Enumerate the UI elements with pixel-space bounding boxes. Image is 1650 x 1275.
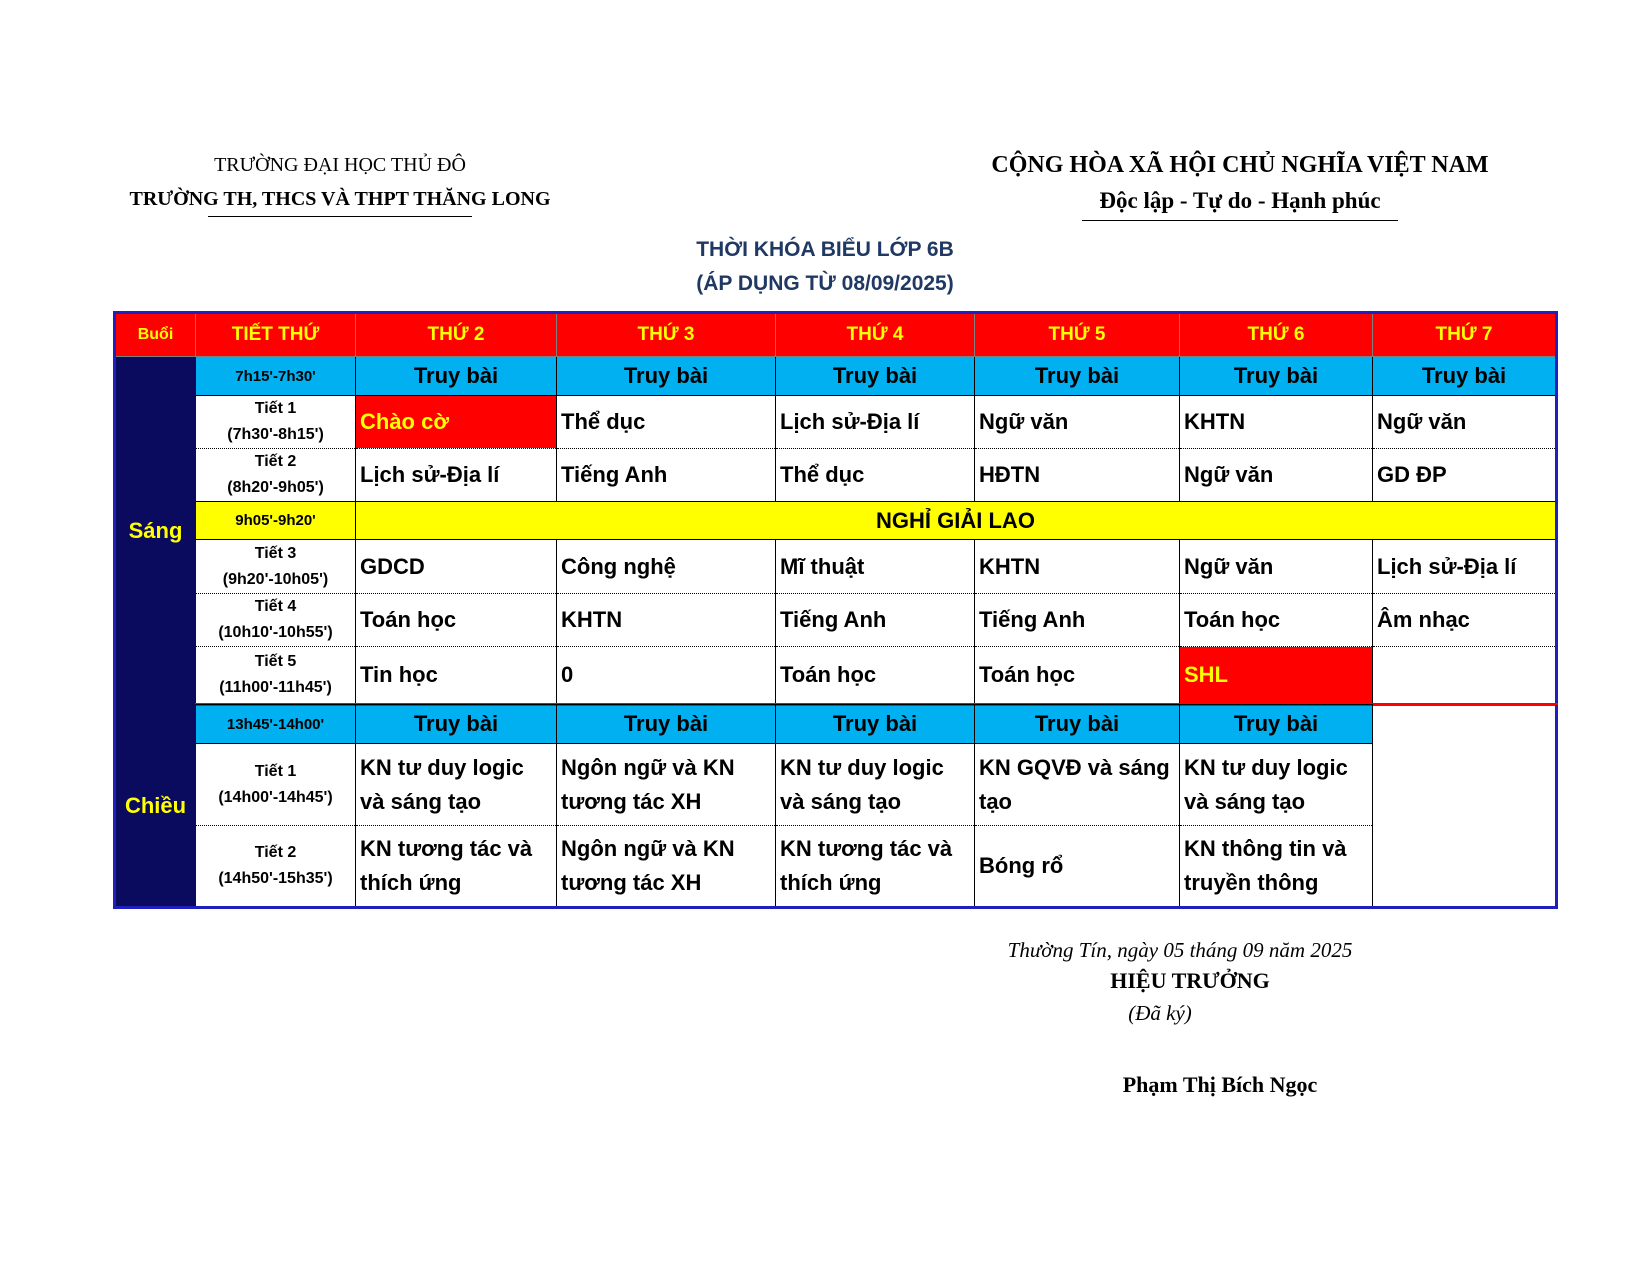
- subject-cell: 0: [557, 647, 776, 705]
- subject-cell: KHTN: [975, 540, 1180, 594]
- period-row: [115, 449, 1557, 502]
- timetable-title: THỜI KHÓA BIỂU LỚP 6B: [696, 238, 954, 261]
- truy-bai-cell: Truy bài: [356, 357, 557, 396]
- period-label: [196, 396, 356, 449]
- period-row: [115, 647, 1557, 705]
- period-time: (14h50'-15h35'): [218, 870, 333, 887]
- truy-bai-cell: Truy bài: [1180, 357, 1373, 396]
- col-header-fri: THỨ 6: [1180, 313, 1373, 357]
- truy-bai-cell: Truy bài: [557, 705, 776, 744]
- subject-cell: Tiếng Anh: [557, 449, 776, 502]
- truy-bai-cell: Truy bài: [776, 705, 975, 744]
- period-label: [196, 449, 356, 502]
- university-name: TRƯỜNG ĐẠI HỌC THỦ ĐÔ: [214, 154, 466, 176]
- session-afternoon: Chiều: [115, 705, 196, 908]
- subject-cell: Ngữ văn: [975, 396, 1180, 449]
- col-header-period: TIẾT THỨ: [196, 313, 356, 357]
- subject-cell: KHTN: [1180, 396, 1373, 449]
- subject-cell: Ngôn ngữ và KN tương tác XH: [557, 826, 776, 908]
- period-time: (10h10'-10h55'): [218, 624, 333, 641]
- period-label: [196, 826, 356, 908]
- period-label: [196, 540, 356, 594]
- morning-truy-bai-row: [115, 357, 1557, 396]
- subject-cell: KN thông tin và truyền thông: [1180, 826, 1373, 908]
- truy-bai-cell: Truy bài: [975, 357, 1180, 396]
- national-motto: Độc lập - Tự do - Hạnh phúc: [1099, 188, 1381, 213]
- period-time: (14h00'-14h45'): [218, 788, 333, 806]
- truy-bai-cell: Truy bài: [356, 705, 557, 744]
- subject-cell: Ngôn ngữ và KN tương tác XH: [557, 744, 776, 826]
- header-row: [115, 313, 1557, 357]
- period-time: (8h20'-9h05'): [227, 479, 324, 496]
- truy-bai-cell: Truy bài: [557, 357, 776, 396]
- period-label: [196, 647, 356, 705]
- empty-cell: [1373, 705, 1557, 908]
- subject-cell: Ngữ văn: [1180, 449, 1373, 502]
- subject-cell: Âm nhạc: [1373, 594, 1557, 647]
- subject-cell: Ngữ văn: [1180, 540, 1373, 594]
- col-header-session: Buổi: [115, 313, 196, 357]
- national-name: CỘNG HÒA XÃ HỘI CHỦ NGHĨA VIỆT NAM: [991, 152, 1489, 178]
- subject-cell: Tiếng Anh: [776, 594, 975, 647]
- col-header-mon: THỨ 2: [356, 313, 557, 357]
- subject-cell: KHTN: [557, 594, 776, 647]
- subject-cell: Chào cờ: [356, 396, 557, 449]
- period-number: Tiết 1: [254, 400, 297, 417]
- period-time: (11h00'-11h45'): [219, 679, 332, 696]
- session-morning: Sáng: [115, 357, 196, 705]
- principal-title: HIỆU TRƯỞNG: [1110, 968, 1270, 993]
- col-header-sat: THỨ 7: [1373, 313, 1557, 357]
- period-number: Tiết 2: [254, 844, 297, 861]
- period-row: [115, 540, 1557, 594]
- timetable-subtitle: (ÁP DỤNG TỪ 08/09/2025): [696, 272, 954, 295]
- subject-cell: KN tương tác và thích ứng: [776, 826, 975, 908]
- timetable: [113, 311, 1558, 909]
- col-header-thu: THỨ 5: [975, 313, 1180, 357]
- truy-bai-time: 13h45'-14h00': [196, 705, 356, 744]
- school-underline: [208, 216, 472, 217]
- subject-cell: Toán học: [975, 647, 1180, 705]
- subject-cell: Lịch sử-Địa lí: [776, 396, 975, 449]
- period-number: Tiết 5: [254, 653, 297, 670]
- subject-cell: Tiếng Anh: [975, 594, 1180, 647]
- subject-cell: Toán học: [1180, 594, 1373, 647]
- afternoon-truy-bai-row: [115, 705, 1557, 744]
- break-label: NGHỈ GIẢI LAO: [356, 502, 1557, 540]
- subject-cell: [1373, 647, 1557, 705]
- period-label: [196, 594, 356, 647]
- period-row: [115, 396, 1557, 449]
- col-header-wed: THỨ 4: [776, 313, 975, 357]
- subject-cell: GD ĐP: [1373, 449, 1557, 502]
- subject-cell: Toán học: [356, 594, 557, 647]
- period-row: [115, 826, 1557, 908]
- subject-cell: HĐTN: [975, 449, 1180, 502]
- period-number: Tiết 1: [254, 762, 297, 780]
- col-header-tue: THỨ 3: [557, 313, 776, 357]
- subject-cell: Thể dục: [557, 396, 776, 449]
- subject-cell: Công nghệ: [557, 540, 776, 594]
- truy-bai-time: 7h15'-7h30': [196, 357, 356, 396]
- national-header: [960, 150, 1520, 221]
- motto-underline: [1082, 220, 1398, 221]
- subject-cell: Ngữ văn: [1373, 396, 1557, 449]
- school-header: [110, 152, 570, 217]
- signed-note: (Đã ký): [1128, 1001, 1192, 1025]
- period-number: Tiết 3: [254, 544, 297, 562]
- period-label: [196, 744, 356, 826]
- truy-bai-cell: Truy bài: [975, 705, 1180, 744]
- truy-bai-cell: Truy bài: [776, 357, 975, 396]
- principal-name: Phạm Thị Bích Ngọc: [1122, 1072, 1318, 1097]
- subject-cell: KN GQVĐ và sáng tạo: [975, 744, 1180, 826]
- subject-cell: Toán học: [776, 647, 975, 705]
- period-time: (7h30'-8h15'): [227, 426, 324, 443]
- place-date: Thường Tín, ngày 05 tháng 09 năm 2025: [1007, 938, 1353, 962]
- subject-cell: Bóng rổ: [975, 826, 1180, 908]
- school-name: TRƯỜNG TH, THCS VÀ THPT THĂNG LONG: [129, 188, 551, 210]
- period-time: (9h20'-10h05'): [222, 570, 329, 588]
- subject-cell: KN tư duy logic và sáng tạo: [356, 744, 557, 826]
- period-row: [115, 594, 1557, 647]
- subject-cell: Tin học: [356, 647, 557, 705]
- period-row: [115, 744, 1557, 826]
- subject-cell: KN tư duy logic và sáng tạo: [1180, 744, 1373, 826]
- truy-bai-cell: Truy bài: [1373, 357, 1557, 396]
- subject-cell: Lịch sử-Địa lí: [1373, 540, 1557, 594]
- subject-cell: Mĩ thuật: [776, 540, 975, 594]
- subject-cell: KN tư duy logic và sáng tạo: [776, 744, 975, 826]
- subject-cell: GDCD: [356, 540, 557, 594]
- subject-cell: Thể dục: [776, 449, 975, 502]
- subject-cell: Lịch sử-Địa lí: [356, 449, 557, 502]
- break-row: [115, 502, 1557, 540]
- period-number: Tiết 4: [254, 598, 297, 615]
- subject-cell: SHL: [1180, 647, 1373, 705]
- period-number: Tiết 2: [254, 453, 297, 470]
- break-time: 9h05'-9h20': [196, 502, 356, 540]
- subject-cell: KN tương tác và thích ứng: [356, 826, 557, 908]
- truy-bai-cell: Truy bài: [1180, 705, 1373, 744]
